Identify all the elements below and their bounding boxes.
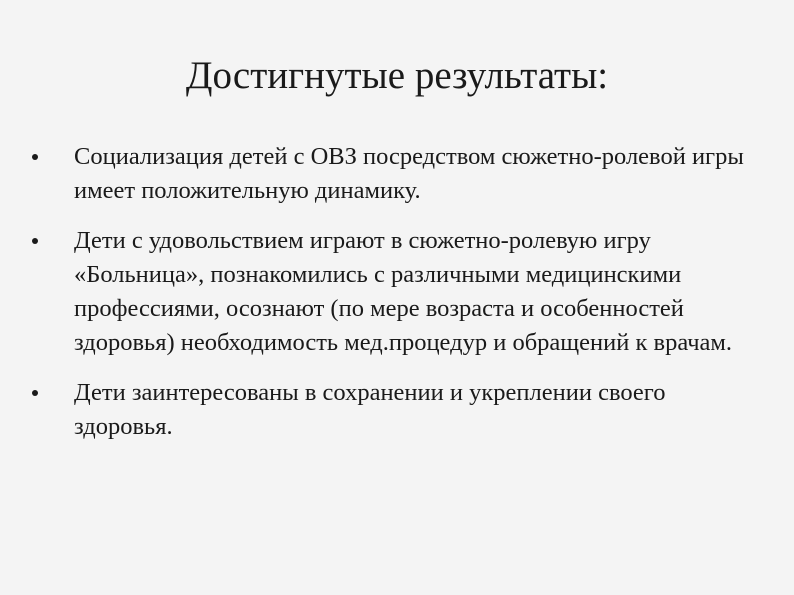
bullet-item <box>32 376 762 444</box>
bullet-list <box>32 140 762 460</box>
bullet-text: Дети заинтересованы в сохранении и укреплении своего здоровья. <box>74 379 666 440</box>
bullet-item <box>32 224 762 360</box>
bullet-item <box>32 140 762 208</box>
bullet-text: Социализация детей с ОВЗ посредством сюжетно-ролевой игры имеет положительную динамику. <box>74 143 744 204</box>
bullet-text: Дети с удовольствием играют в сюжетно-ролевую игру «Больница», познакомились с различными медицинскими профессиями, осознают (по мере возраста и особенностей здоровья) необходимость мед.процедур и обращений к врачам. <box>74 227 733 356</box>
slide-title: Достигнутые результаты: <box>185 54 609 97</box>
bullet-dot-icon <box>32 390 38 396</box>
bullet-dot-icon <box>32 238 38 244</box>
bullet-dot-icon <box>32 154 38 160</box>
